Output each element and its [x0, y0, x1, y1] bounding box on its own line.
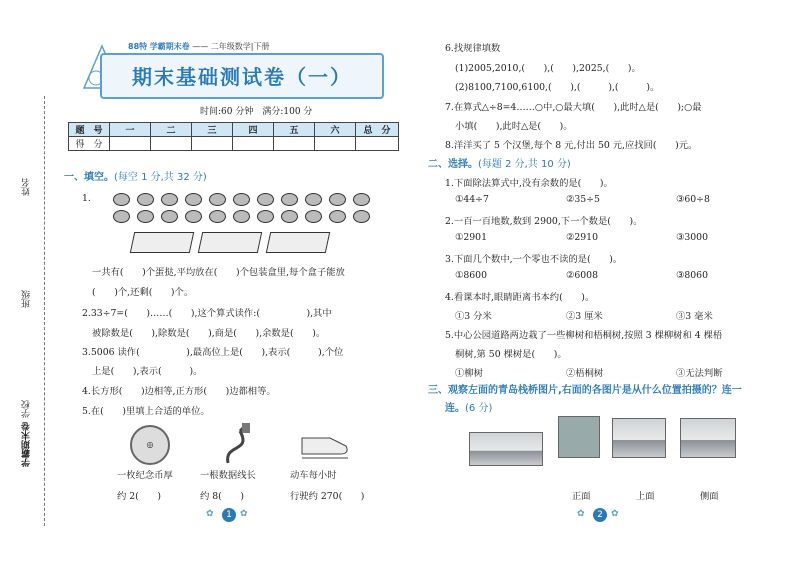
flower-ornament-icon: ✿ [611, 509, 619, 519]
section-3-title-end: 连。 [445, 403, 465, 414]
name-label: 姓名 [22, 178, 32, 196]
score-cell[interactable] [110, 137, 151, 151]
table-header-cell: 五 [274, 123, 315, 137]
pier-photo-2[interactable] [612, 418, 666, 458]
series-name: 学霸期末卷 [149, 42, 190, 51]
brand-logo: 88特 [128, 42, 148, 51]
page-number-left: 1 [222, 508, 236, 522]
choice-5-option-1[interactable]: ①柳树 [455, 368, 483, 379]
page-title: 期末基础测试卷（一） [132, 65, 352, 89]
q3-line-2: 上是( ),表示( )。 [92, 366, 203, 377]
choice-3-option-1[interactable]: ①8600 [455, 270, 487, 281]
score-cell[interactable] [356, 137, 399, 151]
section-1-heading [64, 168, 207, 183]
section-2-heading [428, 155, 571, 170]
section-1-points: (每空 1 分,共 32 分) [114, 172, 207, 183]
grade-label: 二年级数学|下册 [210, 42, 270, 51]
choice-5-option-2[interactable]: ②梧桐树 [566, 368, 604, 379]
choice-4-option-1[interactable]: ①3 分米 [455, 311, 492, 322]
section-3-heading-line-1: 三、观察左面的青岛栈桥图片,右面的各图片是从什么位置拍摄的？连一 [428, 385, 742, 396]
school-label: 学校 [22, 400, 32, 418]
class-label: 班级 [22, 290, 32, 308]
choice-4-option-2[interactable]: ②3 厘米 [566, 311, 603, 322]
data-cable-picture [222, 423, 256, 467]
score-row [69, 137, 399, 151]
section-2-title: 二、选择。 [428, 159, 478, 170]
table-header-cell: 总 分 [356, 123, 399, 137]
q2-line-1: 2.33÷7=( )……( ),这个算式读作:( ),其中 [82, 308, 332, 319]
flower-ornament-icon: ✿ [206, 509, 214, 519]
q1-line-2: ( )个,还剩( )个。 [92, 287, 194, 298]
choice-1-option-1[interactable]: ①44÷7 [455, 194, 489, 205]
q7-line-1: 7.在算式△÷8=4……○中,○最大填( ),此时△是( );○最 [445, 102, 702, 113]
score-cell[interactable] [192, 137, 233, 151]
q8-text: 8.洋洋买了 5 个汉堡,每个 8 元,付出 50 元,应找回( )元。 [445, 140, 698, 151]
choice-3-option-2[interactable]: ②6008 [566, 270, 598, 281]
q6-title: 6.找规律填数 [445, 43, 501, 54]
choice-5-line-2: 桐树,第 50 棵树是( )。 [455, 349, 567, 360]
q5-item-1-answer: 约 2( ) [117, 491, 162, 502]
flower-ornament-icon: ✿ [240, 509, 248, 519]
score-cell[interactable] [315, 137, 356, 151]
q1-number: 1. [82, 193, 91, 204]
binding-line [44, 96, 45, 526]
choice-1-option-3[interactable]: ③60÷8 [676, 194, 710, 205]
score-cell[interactable] [274, 137, 315, 151]
pier-main-photo [469, 432, 543, 466]
table-header-cell: 四 [233, 123, 274, 137]
bullet-train-picture [300, 430, 350, 460]
table-header-cell: 二 [151, 123, 192, 137]
q5-item-2-answer: 约 8( ) [200, 491, 245, 502]
section-3-heading-line-2 [445, 399, 492, 414]
q3-line-1: 3.5006 读作( ),最高位上是( ),表示( ),个位 [82, 347, 344, 358]
table-header-cell: 三 [192, 123, 233, 137]
title-banner [100, 53, 384, 99]
choice-3-question: 3.下面几个数中,一个零也不读的是( )。 [445, 254, 623, 265]
q1-line-1: 一共有( )个蛋挞,平均放在( )个包装盒里,每个盒子能放 [92, 267, 345, 278]
section-1-title: 一、填空。 [64, 172, 114, 183]
choice-5-line-1: 5.中心公园道路两边栽了一些柳树和梧桐树,按照 3 棵柳树和 4 棵梧 [445, 330, 723, 341]
q7-line-2: 小填( ),此时△是( )。 [455, 121, 573, 132]
table-header-cell: 一 [110, 123, 151, 137]
vertical-title: 学霸期末卷 [22, 422, 32, 467]
choice-2-option-3[interactable]: ③3000 [676, 232, 708, 243]
page-number-right: 2 [593, 508, 607, 522]
score-cell[interactable] [233, 137, 274, 151]
choice-2-option-2[interactable]: ②2910 [566, 232, 598, 243]
section-2-points: (每题 2 分,共 10 分) [478, 159, 571, 170]
view-label-front[interactable]: 正面 [572, 491, 591, 502]
view-label-top[interactable]: 上面 [636, 491, 655, 502]
score-row-label: 得 分 [69, 137, 110, 151]
commemorative-coin-picture: ◎ [130, 425, 170, 465]
table-header-cell: 六 [315, 123, 356, 137]
flower-ornament-icon: ✿ [577, 509, 585, 519]
choice-2-question: 2.一百一百地数,数到 2900,下一个数是( )。 [445, 216, 643, 227]
q5-text: 5.在( )里填上合适的单位。 [82, 406, 210, 417]
q6-line-2: (2)8100,7100,6100,( ),( ),( )。 [455, 82, 660, 93]
choice-3-option-3[interactable]: ③8060 [676, 270, 708, 281]
choice-4-option-3[interactable]: ③3 毫米 [676, 311, 713, 322]
score-table-header [69, 123, 399, 137]
pier-photo-3[interactable] [680, 418, 736, 458]
q5-item-3-answer: 行驶约 270( ) [290, 491, 365, 502]
q6-line-1: (1)2005,2010,( ),( ),2025,( )。 [455, 63, 641, 74]
choice-2-option-1[interactable]: ①2901 [455, 232, 487, 243]
q5-item-1-label: 一枚纪念币厚 [117, 470, 173, 481]
time-score-info: 时间:60 分钟 满分:100 分 [200, 107, 313, 117]
choice-1-option-2[interactable]: ②35÷5 [566, 194, 600, 205]
pier-top-view-photo[interactable] [558, 416, 600, 458]
choice-1-question: 1.下面除法算式中,没有余数的是( )。 [445, 178, 613, 189]
choice-4-question: 4.看课本时,眼睛距离书本约( )。 [445, 292, 595, 303]
q5-item-2-label: 一根数据线长 [200, 470, 256, 481]
q5-item-3-label: 动车每小时 [290, 470, 337, 481]
score-cell[interactable] [151, 137, 192, 151]
section-3-points: (6 分) [465, 403, 493, 414]
q2-line-2: 被除数是( ),除数是( ),商是( ),余数是( )。 [92, 328, 326, 339]
series-line: 88特 学霸期末卷 —— 二年级数学|下册 [128, 42, 270, 51]
q4-text: 4.长方形( )边相等,正方形( )边都相等。 [82, 386, 276, 397]
choice-5-option-3[interactable]: ③无法判断 [676, 368, 723, 379]
table-header-cell: 题 号 [69, 123, 110, 137]
view-label-side[interactable]: 侧面 [700, 491, 719, 502]
score-table [68, 122, 399, 151]
